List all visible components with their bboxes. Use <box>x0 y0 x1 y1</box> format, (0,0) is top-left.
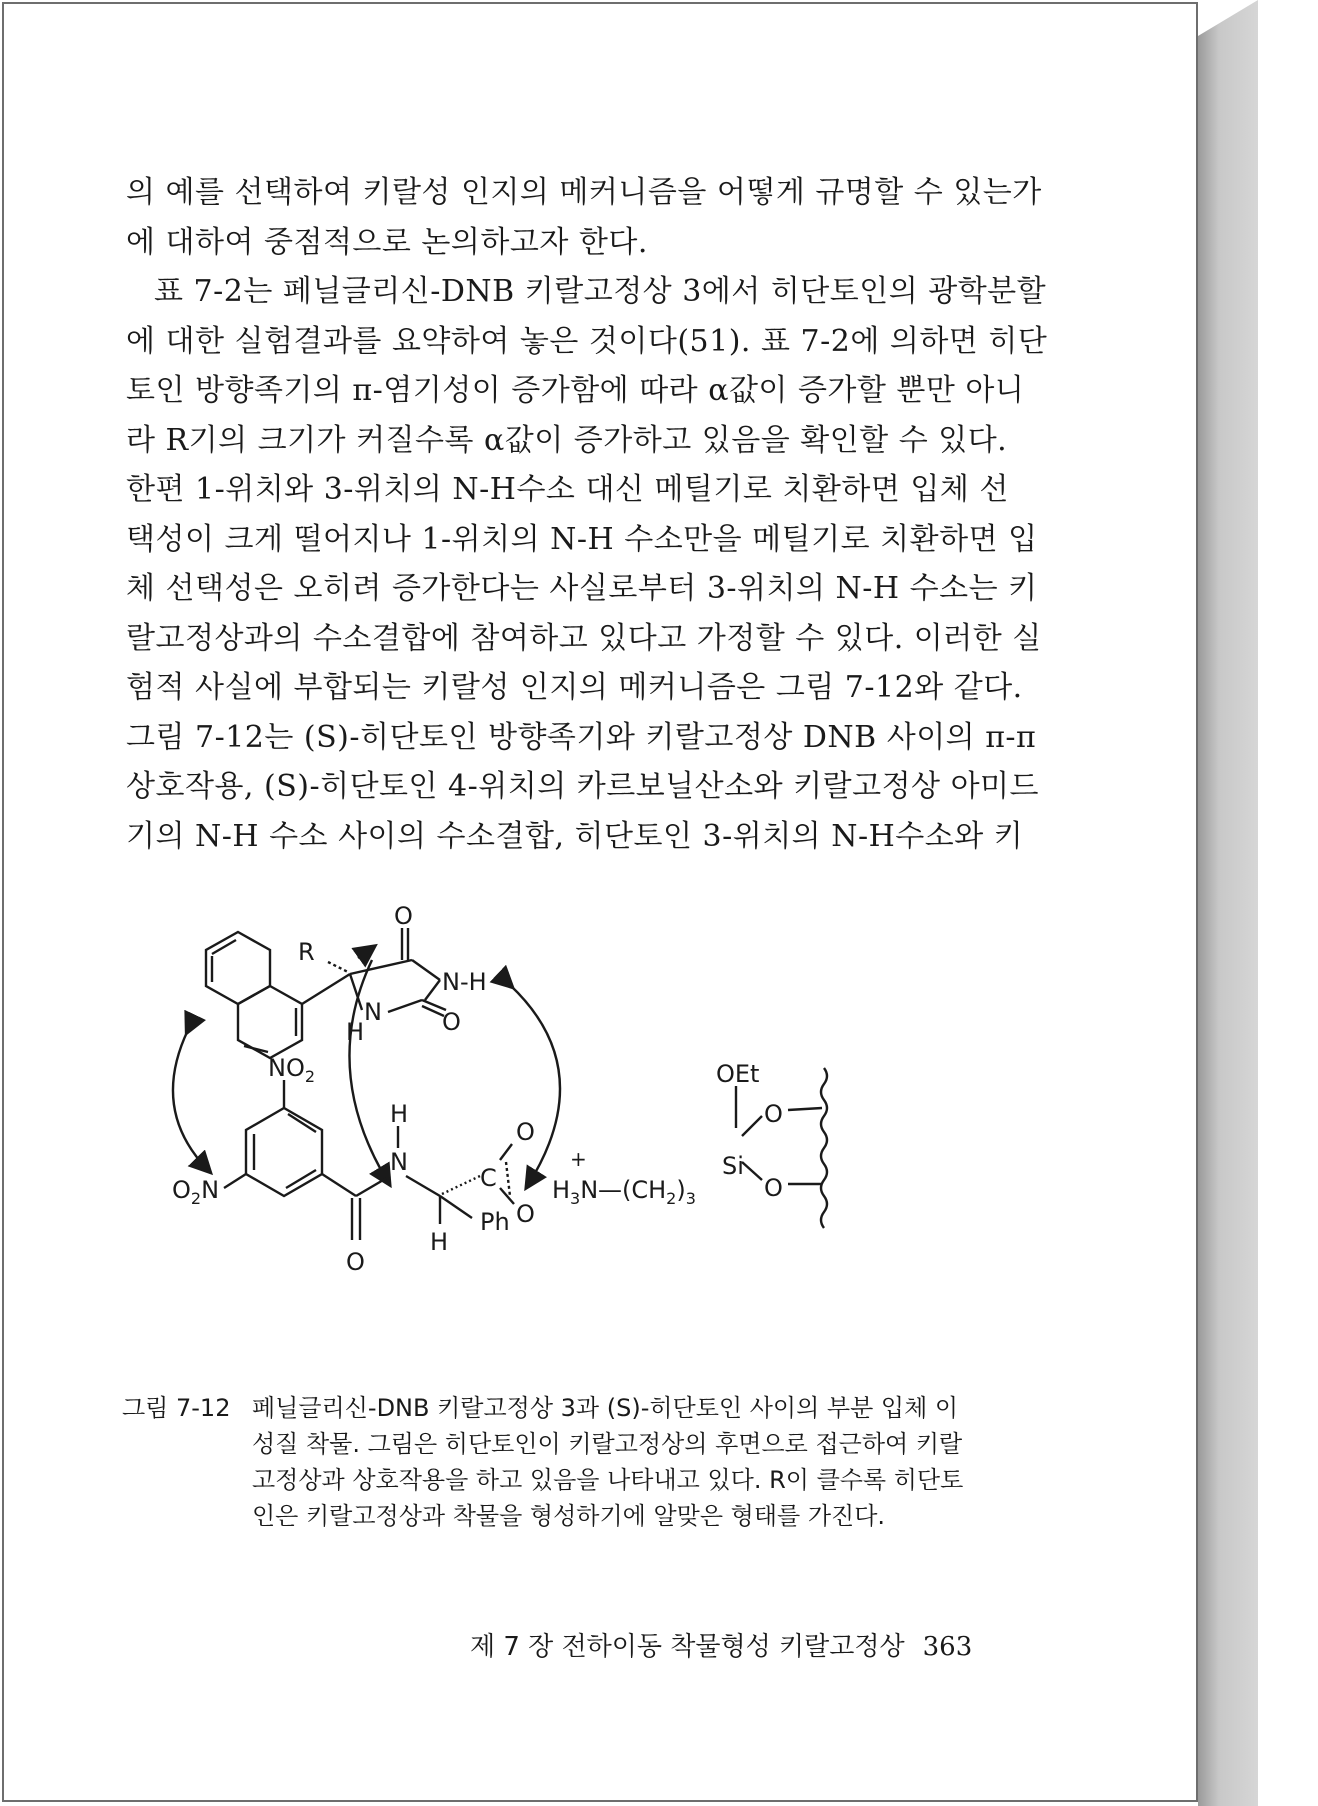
caption-text <box>252 1390 1122 1534</box>
body-line: 랄고정상과의 수소결합에 참여하고 있다고 가정할 수 있다. 이러한 실 <box>126 620 1042 656</box>
body-line: 상호작용, (S)-히단토인 4-위치의 카르보닐산소와 키랄고정상 아미드 <box>126 769 1040 804</box>
label-o2n: $O_2N$ <box>172 1176 220 1208</box>
label-alpha-h: H <box>430 1228 449 1256</box>
label-amide-n: N <box>390 1148 408 1176</box>
page-edge-shadow <box>1198 0 1258 1806</box>
page-corner <box>1198 0 1258 36</box>
body-line: 험적 사실에 부합되는 키랄성 인지의 메커니즘은 그림 7-12와 같다. <box>126 670 1023 705</box>
caption-line: 인은 키랄고정상과 착물을 형성하기에 알맞은 형태를 가진다. <box>252 1502 886 1530</box>
body-line: 라 R기의 크기가 커질수록 α값이 증가하고 있음을 확인할 수 있다. <box>126 422 1008 458</box>
body-line: 택성이 크게 떨어지나 1-위치의 N-H 수소만을 메틸기로 치환하면 입 <box>126 521 1038 557</box>
body-line: 기의 N-H 수소 사이의 수소결합, 히단토인 3-위치의 N-H수소와 키 <box>126 818 1024 854</box>
body-line: 표 7-2는 페닐글리신-DNB 키랄고정상 3에서 히단토인의 광학분할 <box>154 274 1047 309</box>
page-number: 363 <box>922 1632 973 1662</box>
label-r: R <box>298 938 315 966</box>
body-line: 에 대하여 중점적으로 논의하고자 한다. <box>126 224 648 260</box>
label-plus: + <box>570 1147 587 1171</box>
running-footer <box>470 1626 1010 1663</box>
chemical-structure-figure <box>150 900 1030 1360</box>
label-si: Si <box>722 1152 744 1180</box>
body-line: 의 예를 선택하여 키랄성 인지의 메커니즘을 어떻게 규명할 수 있는가 <box>126 175 1042 210</box>
label-amide-o: O <box>346 1248 365 1276</box>
body-paragraph <box>126 168 1048 861</box>
caption-line: 페닐글리신-DNB 키랄고정상 3과 (S)-히단토인 사이의 부분 입체 이 <box>252 1394 959 1422</box>
label-oet: OEt <box>716 1060 760 1088</box>
body-line: 체 선택성은 오히려 증가한다는 사실로부터 3-위치의 N-H 수소는 키 <box>126 571 1038 606</box>
caption-line: 성질 착물. 그림은 히단토인이 키랄고정상의 후면으로 접근하여 키랄 <box>252 1430 963 1458</box>
label-si-o-bot: O <box>764 1174 783 1202</box>
label-carb-o-top: O <box>516 1118 535 1146</box>
label-o-top: O <box>394 902 413 930</box>
label-carb-o-bot: O <box>516 1200 535 1228</box>
label-carb-c: C <box>480 1164 497 1192</box>
label-ph: Ph <box>480 1208 510 1236</box>
body-line: 한편 1-위치와 3-위치의 N-H수소 대신 메틸기로 치환하면 입체 선 <box>126 472 1009 507</box>
caption-line: 고정상과 상호작용을 하고 있음을 나타내고 있다. R이 클수록 히단토 <box>252 1466 964 1494</box>
label-nh: N-H <box>442 968 487 996</box>
label-minus: - <box>532 1158 541 1186</box>
caption-label: 그림 7-12 <box>122 1394 231 1422</box>
body-line: 에 대한 실험결과를 요약하여 놓은 것이다(51). 표 7-2에 의하면 히단 <box>126 323 1048 359</box>
body-line: 토인 방향족기의 π-염기성이 증가함에 따라 α값이 증가할 뿐만 아니 <box>126 373 1025 408</box>
body-line: 그림 7-12는 (S)-히단토인 방향족기와 키랄고정상 DNB 사이의 π-π <box>126 719 1037 755</box>
label-n-ring: N <box>364 998 382 1026</box>
label-h3n: $H_3N$ <box>552 1176 599 1208</box>
label-o-ring: O <box>442 1008 461 1036</box>
label-si-o-top: O <box>764 1100 783 1128</box>
label-no2-top: $NO_2$ <box>268 1054 316 1086</box>
figure-drawing <box>150 900 1030 1360</box>
dnb-benzene-ring <box>246 1108 322 1196</box>
label-amide-h: H <box>390 1100 409 1128</box>
label-h-ring: H <box>346 1018 365 1046</box>
label-chain: $—(CH_2)_3$ <box>598 1176 696 1208</box>
chapter-title: 제 7 장 전하이동 착물형성 키랄고정상 <box>470 1632 905 1662</box>
naphthalene-ring-left <box>206 932 270 1004</box>
